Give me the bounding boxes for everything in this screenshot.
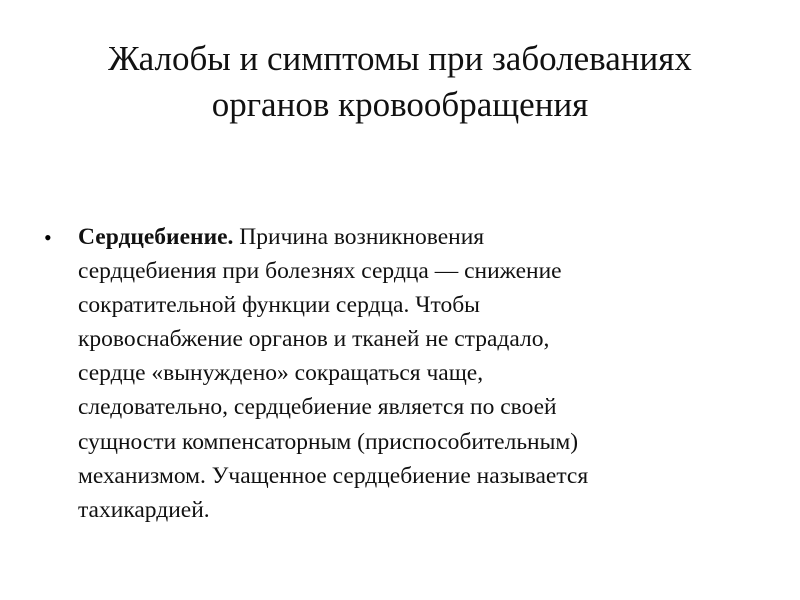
bullet-list [0,220,800,527]
slide-title-line-2: органов кровообращения [211,85,589,124]
bullet-line-3: сократительной функции сердца. Чтобы [78,292,480,319]
bullet-line-8: механизмом. Учащенное сердцебиение называется [78,462,589,489]
bullet-line-2: сердцебиения при болезнях сердца — снижение [78,258,562,285]
bullet-line-5: сердце «вынуждено» сокращаться чаще, [78,360,484,387]
bullet-line-9: тахикардией. [78,496,210,523]
bullet-item-palpitation [0,220,768,527]
bullet-line-4: кровоснабжение органов и тканей не страдало, [78,326,550,353]
bullet-line-6: следовательно, сердцебиение является по своей [78,394,557,421]
slide-title [40,36,760,128]
bullet-term: Сердцебиение. [78,224,234,250]
bullet-line-1-text: Причина возникновения [233,224,485,250]
bullet-line-7: сущности компенсаторным (приспособительным) [78,428,579,455]
bullet-text [78,220,768,527]
bullet-line-1 [78,220,768,254]
bullet-marker-icon: • [44,225,52,250]
slide-title-line-1: Жалобы и симптомы при заболеваниях [108,39,692,78]
